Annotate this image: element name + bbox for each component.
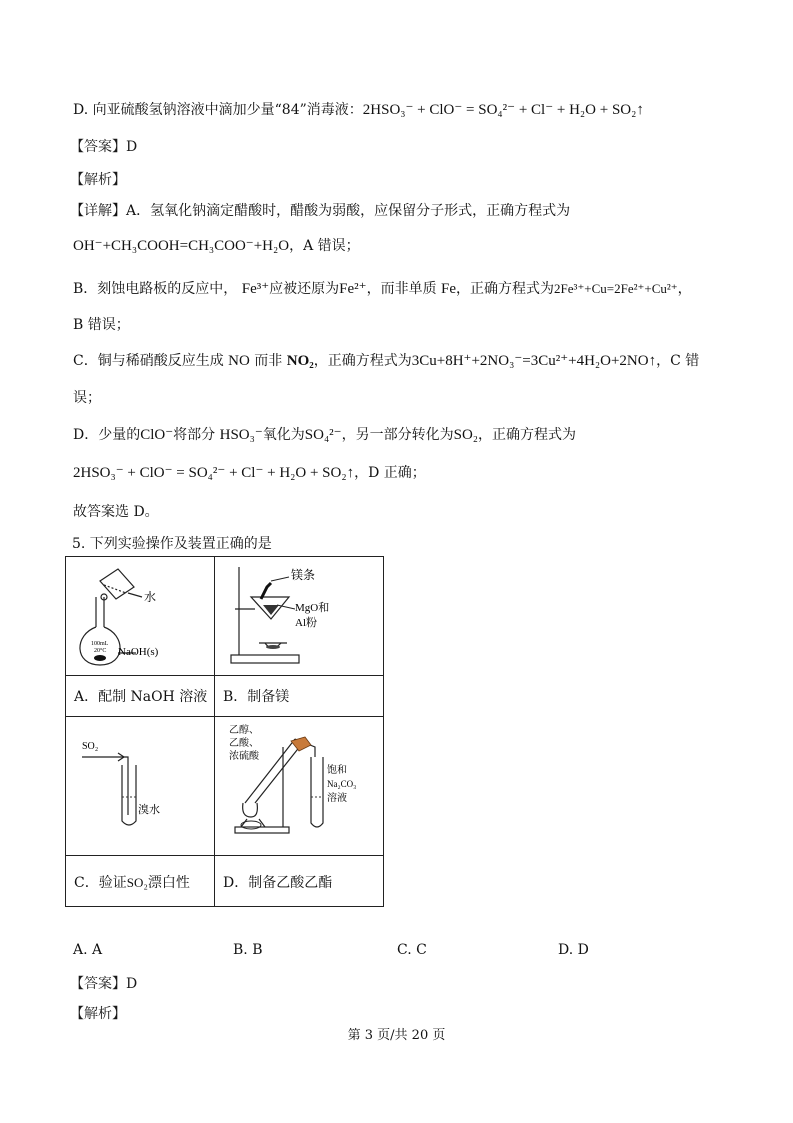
fe3-ion: Fe³⁺ (241, 281, 270, 297)
answer-label: 【答案】D (70, 139, 138, 155)
label-flask-temp: 20°C (94, 648, 107, 654)
option-a-caption: A．配制 NaOH 溶液 (74, 689, 208, 705)
solid-naoh-pile (94, 655, 106, 661)
choice-d: D. D (558, 942, 589, 958)
option-c-caption-so2: SO₂ (126, 875, 148, 890)
collected-product (266, 645, 280, 649)
detail-c-text: 而非 (254, 353, 283, 369)
detail-c-equation: 3Cu+8H⁺+2NO₃⁻=3Cu²⁺+4H₂O+2NO↑ (411, 353, 657, 369)
detail-d-equation: 2HSO₃⁻ + ClO⁻ = SO₄²⁻ + Cl⁻ + H₂O + SO₂↑ (73, 465, 355, 481)
conclusion: 故答案选 D。 (73, 504, 159, 520)
detail-b-text: ， (677, 281, 692, 297)
detail-c-line1 (73, 351, 699, 371)
choice-a: A. A (73, 942, 103, 958)
option-b-figure (215, 557, 384, 676)
detail-b-text: 应被还原为 (269, 281, 340, 297)
detail-c-text: ，C 错 (656, 353, 700, 369)
label-na2co3: Na₂CO₃ (327, 779, 357, 789)
label-naoh-solid: NaOH(s) (118, 646, 159, 658)
detail-b-line1 (73, 279, 692, 299)
detail-b-text: ，正确方程式为 (456, 281, 555, 297)
label-al-powder: Al粉 (295, 617, 317, 629)
detail-d-text: ，另一部分转化为 (341, 427, 454, 443)
detail-d-text: 将部分 (173, 427, 216, 443)
detail-c-line2: 误； (73, 390, 101, 406)
thermite-diagram (215, 557, 383, 671)
detail-d-text: 氧化为 (262, 427, 305, 443)
label-bromine-water: 溴水 (138, 804, 160, 816)
option-d-caption: D．制备乙酸乙酯 (223, 875, 333, 891)
label-mgo: MgO和 (295, 602, 330, 614)
option-a-figure (66, 557, 215, 676)
choice-c: C. C (397, 942, 427, 958)
so2-formula: SO₂ (453, 427, 479, 443)
answer-choices (73, 942, 633, 962)
label-mg-strip: 镁条 (291, 568, 316, 582)
analysis-label-2: 【解析】 (70, 1006, 126, 1022)
detail-d-text: D．少量的 (73, 427, 141, 443)
detail-b-line2: B 错误； (73, 317, 130, 333)
detail-b-text: ，而非单质 (366, 281, 437, 297)
no2-formula: NO₂ (286, 353, 314, 369)
so4-ion: SO₄²⁻ (304, 427, 342, 443)
option-d-equation: 2HSO₃⁻ + ClO⁻ = SO₄²⁻ + Cl⁻ + H₂O + SO₂↑ (362, 102, 644, 118)
detail-c-text: ，正确方程式为 (313, 353, 412, 369)
option-c-caption (66, 856, 214, 892)
option-c-caption-cell (66, 856, 215, 907)
detail-a-equation: OH⁻+CH₃COOH=CH₃COO⁻+H₂O (73, 238, 290, 254)
answer-label-2: 【答案】D (70, 976, 138, 992)
detail-b-equation: 2Fe³⁺+Cu=2Fe²⁺+Cu²⁺ (554, 281, 678, 296)
no-formula: NO (228, 353, 250, 369)
option-c-caption-suffix: 漂白性 (147, 875, 190, 891)
label-water: 水 (144, 590, 157, 604)
option-d-caption-cell (215, 856, 384, 907)
option-b-caption: B．制备镁 (223, 689, 290, 705)
option-c-figure (66, 717, 215, 856)
detail-d-text: ，正确方程式为 (478, 427, 577, 443)
label-flask-volume: 100mL (91, 641, 109, 647)
fe2-ion: Fe²⁺ (339, 281, 367, 297)
option-d-prefix: D. 向亚硫酸氢钠溶液中滴加少量“84”消毒液： (73, 102, 363, 118)
options-table (65, 556, 384, 907)
rubber-stopper (291, 737, 311, 751)
detail-c-text: C．铜与稀硝酸反应生成 (73, 353, 224, 369)
volumetric-flask-diagram (66, 557, 214, 671)
page-footer: 第 3 页/共 20 页 (347, 1028, 446, 1043)
detail-a-line2 (73, 236, 360, 256)
detail-d-end: ，D 正确； (354, 465, 426, 481)
hso3-ion: HSO₃⁻ (219, 427, 263, 443)
label-sulfuric-acid: 浓硫酸 (229, 751, 259, 762)
label-solution: 溶液 (327, 793, 347, 804)
option-b-caption-cell (215, 676, 384, 717)
detail-d-line2 (73, 463, 426, 483)
option-d-figure (215, 717, 384, 856)
alcohol-lamp (241, 821, 261, 829)
detail-b-text: B．刻蚀电路板的反应中， (73, 281, 238, 297)
option-c-caption-prefix: C．验证 (74, 875, 127, 891)
ester-preparation-diagram (215, 717, 383, 851)
choice-b: B. B (233, 942, 263, 958)
option-a-caption-cell (66, 676, 215, 717)
so2-bromine-diagram (66, 717, 214, 851)
detail-a-line1: 【详解】A．氢氧化钠滴定醋酸时，醋酸为弱酸，应保留分子形式，正确方程式为 (70, 203, 571, 219)
fe-element: Fe (441, 281, 457, 297)
analysis-label: 【解析】 (70, 172, 126, 188)
clo-ion: ClO⁻ (140, 427, 174, 443)
label-so2-gas: SO₂ (82, 741, 99, 752)
option-d-line (73, 100, 644, 120)
detail-d-line1 (73, 425, 576, 445)
label-acetic-acid: 乙酸、 (229, 738, 259, 749)
detail-a-end: ，A 错误； (289, 238, 360, 254)
label-saturated: 饱和 (327, 765, 347, 776)
question-5-stem: 5. 下列实验操作及装置正确的是 (72, 536, 272, 552)
label-ethanol: 乙醇、 (229, 725, 259, 736)
